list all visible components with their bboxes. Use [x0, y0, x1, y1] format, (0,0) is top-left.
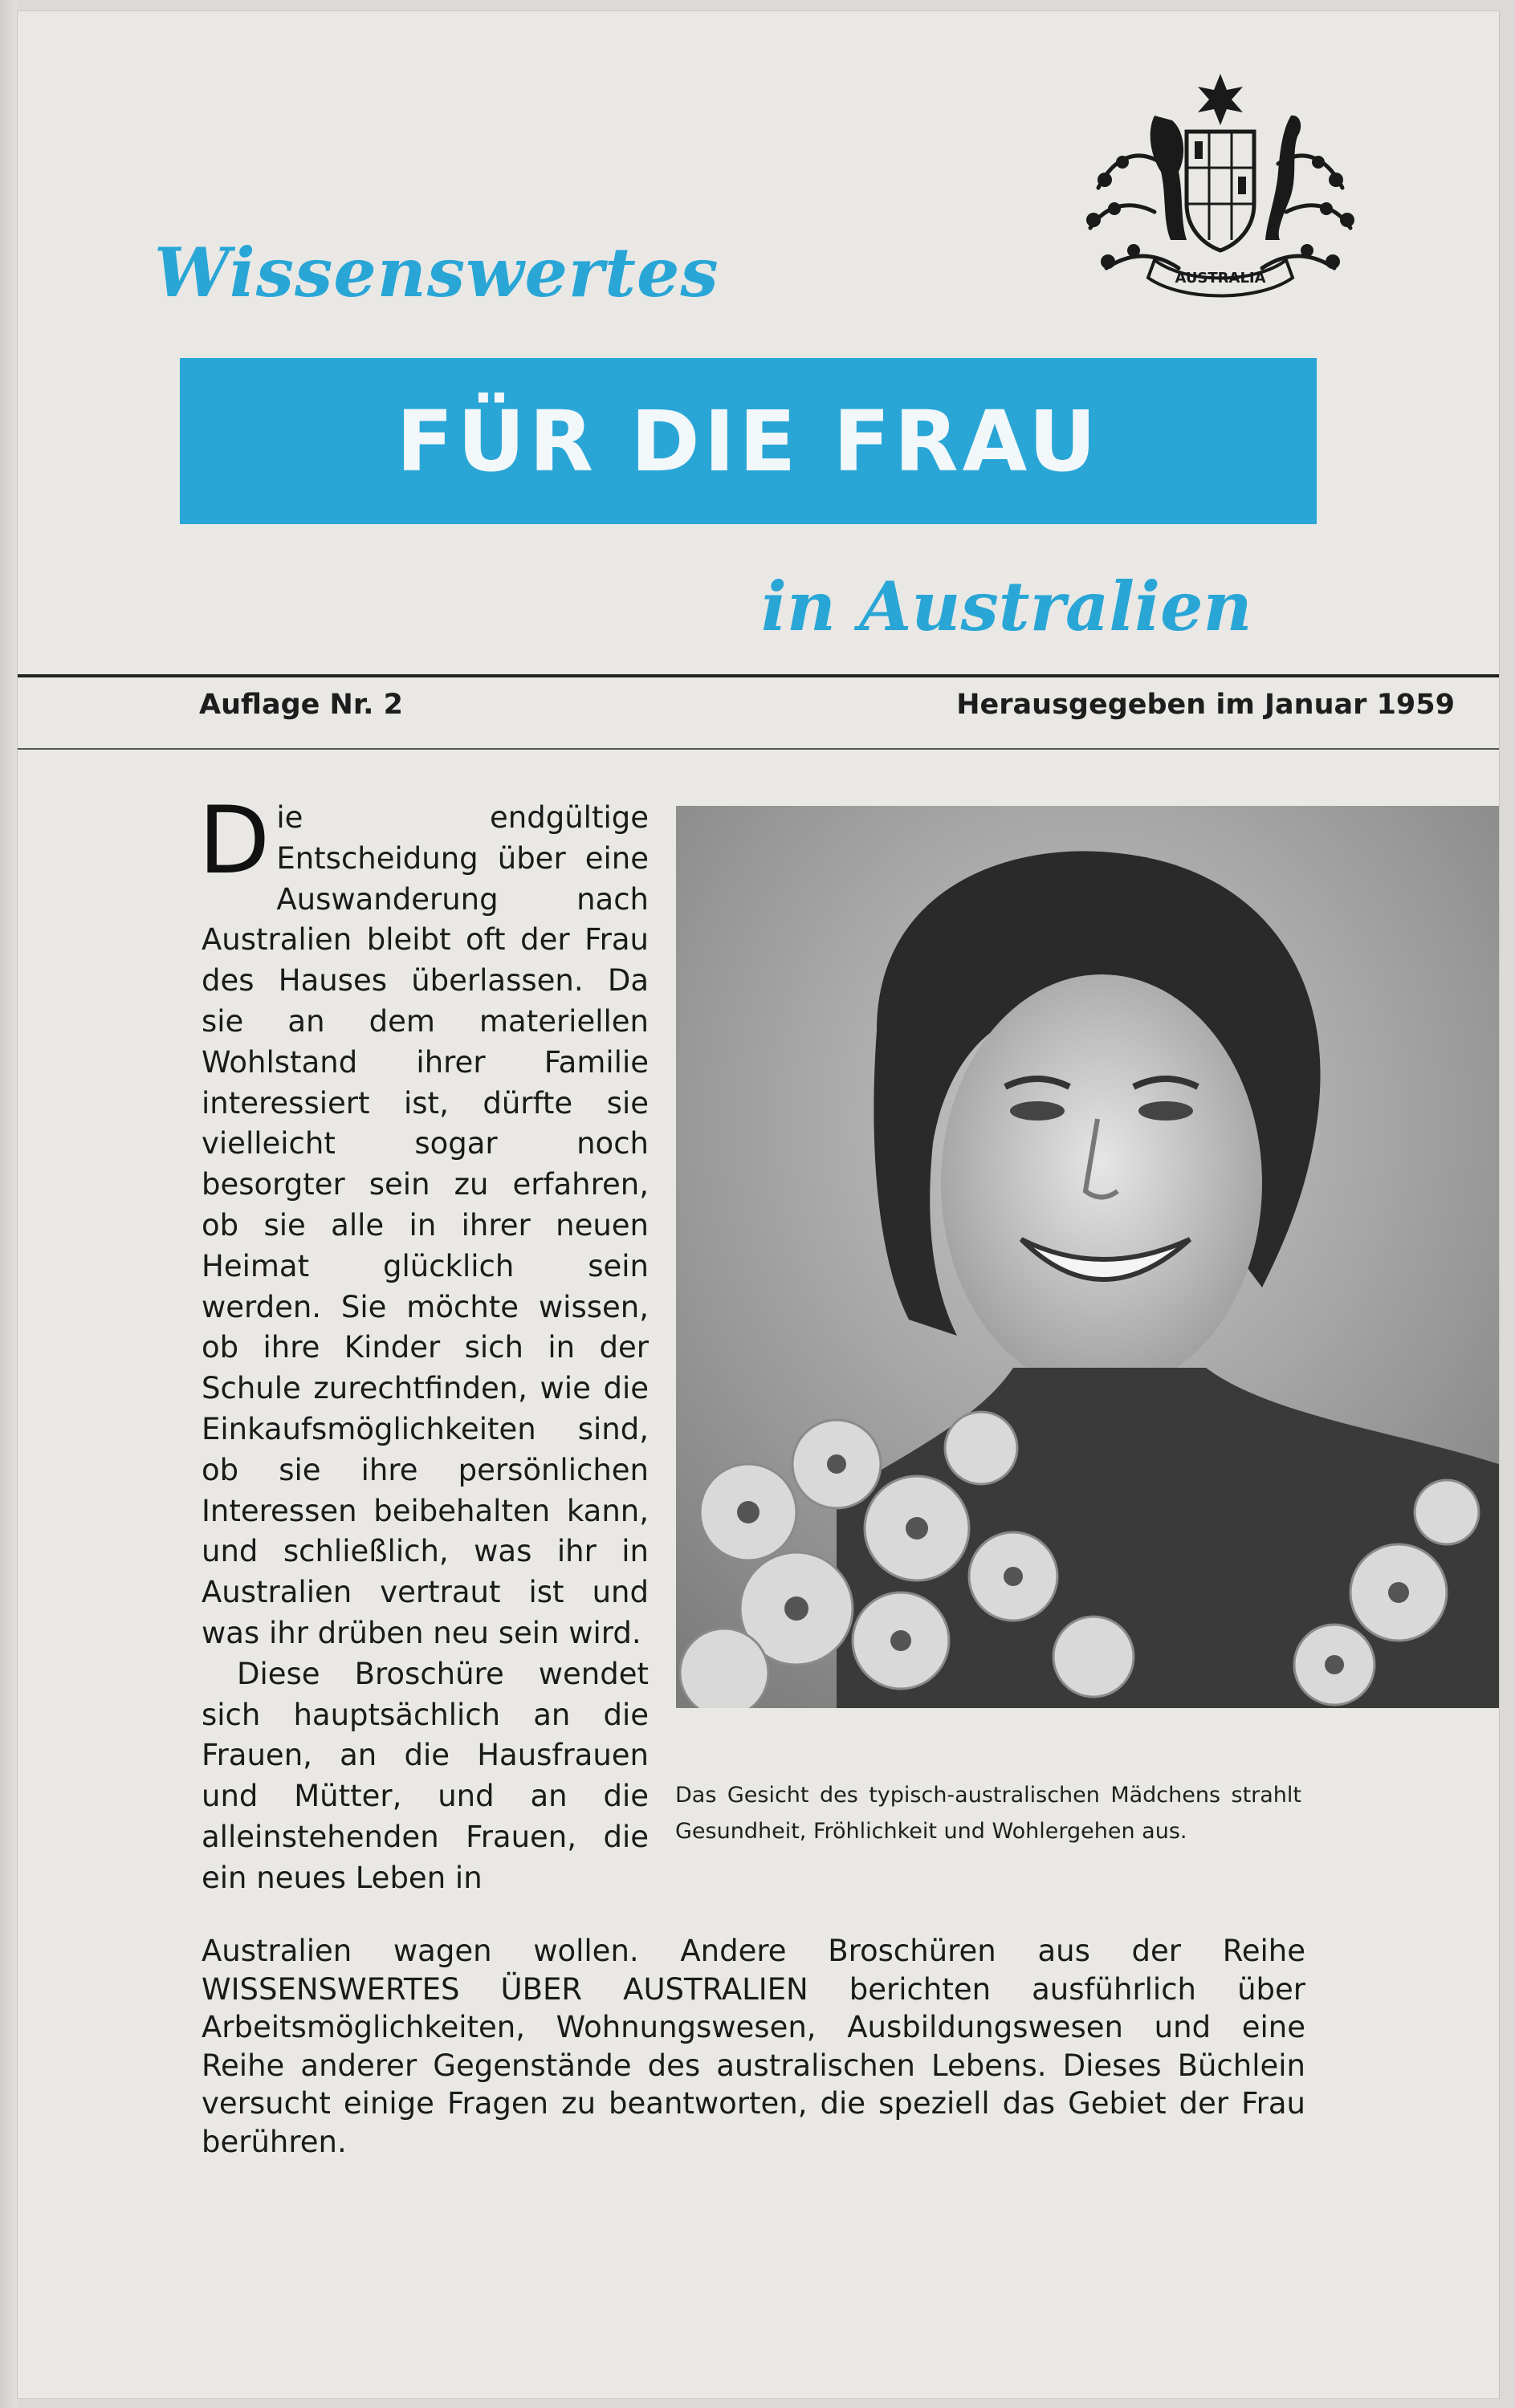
woman-with-flowers-photo: [676, 806, 1499, 1708]
intro-paragraph: [198, 787, 649, 1654]
second-paragraph-rest: Australien wagen wollen. Andere Broschüren aus der Reihe WISSENSWERTES ÜBER AUSTRALIEN berichten ausführlich über Arbeitsmöglichkeiten, Wohnungswesen, Ausbildungswesen und eine Reihe anderer Gegenstände des australischen Lebens. Dieses Büchlein versucht einige Fragen zu beantworten, die speziell das Gebiet der Frau berühren.: [202, 1934, 1305, 2159]
second-paragraph-start: Diese Broschüre wendet sich hauptsächlich an die Frauen, an die Hausfrauen und Mütter, und an die alleinstehenden Frauen, die ein neues Leben in: [202, 1656, 649, 1895]
header-rule: [18, 674, 1499, 677]
banner-title: FÜR DIE FRAU: [396, 392, 1101, 490]
intro-text: ie endgültige Entscheidung über eine Auswanderung nach Australien bleibt oft der Frau des Hauses überlassen. Da sie an dem materiellen Wohlstand ihrer Familie interessiert ist, dürfte sie vielleicht sogar noch besorgter sein zu erfahren, ob sie alle in ihrer neuen Heimat glücklich sein werden. Sie möchte wissen, ob ihre Kinder sich in der Schule zurechtfinden, wie die Einkaufsmöglichkeiten sind, ob sie ihre persönlichen Interessen beibehalten kann, und schließlich, was ihr in Australien vertraut ist und was ihr drüben neu sein wird.: [202, 800, 649, 1650]
crest-scroll-text: AUSTRALIA: [1175, 270, 1266, 287]
continuation-text: [202, 1932, 1305, 2161]
edition-label: Auflage Nr. 2: [199, 689, 403, 721]
meta-rule: [18, 748, 1499, 750]
publication-date: Herausgegeben im Januar 1959: [956, 689, 1455, 721]
drop-cap: D: [198, 787, 271, 895]
title-banner: [180, 358, 1317, 524]
brochure-page: [18, 11, 1499, 2398]
photo-caption: Das Gesicht des typisch-australischen Mädchens strahlt Gesundheit, Fröhlichkeit und Wohlergehen aus.: [675, 1783, 1301, 1844]
intro-column: [198, 787, 649, 1899]
coat-of-arms-icon: [1066, 67, 1374, 324]
page-edge-shadow: [0, 0, 18, 2408]
script-subtitle: in Australien: [761, 567, 1252, 646]
script-title: Wissenswertes: [154, 233, 719, 312]
